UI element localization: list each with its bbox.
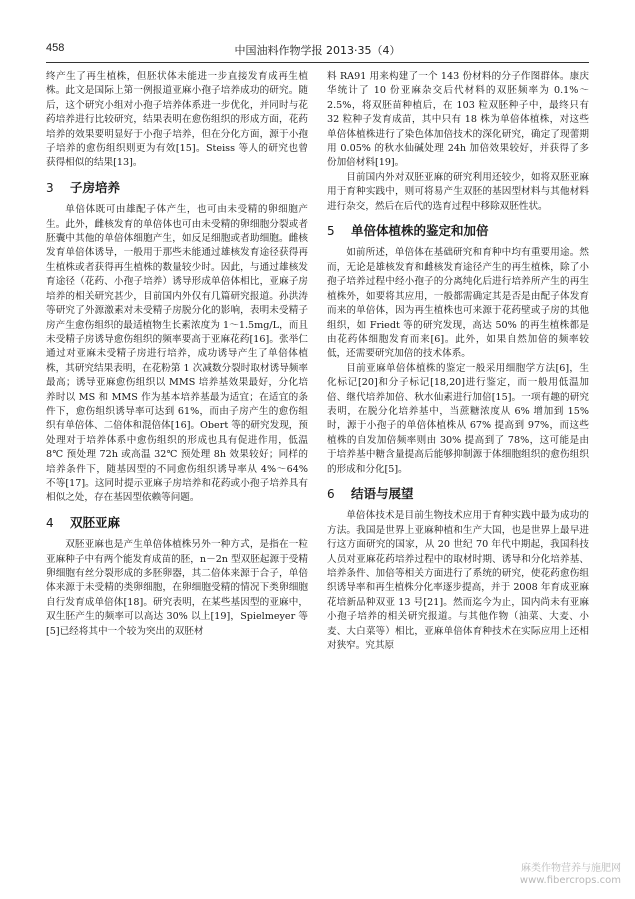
section-heading <box>327 487 589 501</box>
paragraph: 单倍体技术是目前生物技术应用于育种实践中最为成功的方法。我国是世界上亚麻种植和生产大国，也是世界上最早进行这方面研究的国家，从 20 世纪 70 年代中期起，我国科技人员对亚麻花药培养过程中的取材时期、诱导和分化培养基、培养条件、加倍等相关方面进行了系统的研究，使花药愈伤组织诱导率和再生植株分化率逐步提高，并于 2008 年育成亚麻花培新品种双亚 13 号[21]。然而迄今为止，国内尚未有亚麻小孢子培养的相关研究报道。与其他作物（油菜、大麦、小麦、大白菜等）相比，亚麻单倍体育种技术在实际应用上还相对狭窄。究其原 <box>327 510 589 652</box>
section-title: 双胚亚麻 <box>70 514 121 530</box>
journal-title: 中国油料作物学报 2013·35（4） <box>234 44 401 57</box>
page-number: 458 <box>46 42 65 54</box>
watermark-url: www.fibercrops.com <box>519 875 621 886</box>
watermark <box>520 863 621 887</box>
section-title: 单倍体植株的鉴定和加倍 <box>351 223 489 239</box>
paragraph: 目前亚麻单倍体植株的鉴定一般采用细胞学方法[6]，生化标记[20]和分子标记[18,20]进行鉴定，而一般用低温加倍、继代培养加倍、秋水仙素进行加倍[15]。一项有趣的研究表明，在脱分化培养基中，当蔗糖浓度从 6% 增加到 15% 时，源于小孢子的单倍体植株从 67% 提高到 97%，而这些植株的自发加倍频率则由 30% 提高到了 78%，这可能是由于培养基中糖含量提高后能够抑制源于体细胞组织的愈伤组织的形成和分化[5]。 <box>327 362 589 475</box>
section-number: 6 <box>327 486 335 501</box>
paragraph: 料 RA91 用来构建了一个 143 份材料的分子作图群体。康庆华统计了 10 份亚麻杂交后代材料的双胚频率为 0.1%～2.5%，将双胚苗种植后，在 103 粒双胚种子中，最终只有 32 粒种子发育成苗，其中只有 18 株为单倍体植株，对这些单倍体植株进行了染色体加倍技术的深化研究，确定了现蕾期用 0.05% 的秋水仙碱处理 24h 加倍效果较好，并获得了多份加倍材料[19]。 <box>327 71 589 169</box>
section-heading <box>46 516 308 530</box>
left-column <box>46 70 308 639</box>
page-header <box>46 40 589 63</box>
right-column <box>327 70 589 653</box>
paragraph: 终产生了再生植株，但胚状体未能进一步直接发育成再生植株。此文是国际上第一例报道亚麻小孢子培养成功的研究。随后，这个研究小组对小孢子培养体系进一步优化，并同时与花药培养进行比较研究，结果表明在愈伤组织的形成方面，花药培养的效果要明显好于小孢子培养，但在分化方面，源于小孢子培养的愈伤组织则更为有效[15]。Steiss 等人的研究也曾获得相似的结果[13]。 <box>46 71 308 169</box>
section-title: 结语与展望 <box>351 485 414 501</box>
section-number: 3 <box>46 180 54 195</box>
paragraph: 单倍体既可由雄配子体产生，也可由未受精的卵细胞产生。此外，雌核发育的单倍体也可由未受精的卵细胞分裂或者胚囊中其他的单倍体细胞产生，如反足细胞或者助细胞。雌核发育单倍体诱导，一般用于那些未能通过雄核发育途径获得再生植株或者获得再生植株的数量较少时。因此，与通过雄核发育途径（花药、小孢子培养）诱导形成单倍体相比，亚麻子房培养的相关研究甚少，目前国内外仅有几篇研究报道。孙洪涛等研究了外源激素对未受精子房脱分化的影响，表明未受精子房产生愈伤组织的最适植物生长素浓度为 1～1.5mg/L，而且未受精子房诱导愈伤组织的频率要高于亚麻花药[16]。张举仁通过对亚麻未受精子房进行培养，成功诱导产生了单倍体植株，其研究结果表明，在花粉第 1 次减数分裂时取材诱导频率最高；诱导亚麻愈伤组织以 MMS 培养基效果最好，分化培养时以 MS 和 MMS 作为基本培养基最为适宜；在适宜的条件下，愈伤组织诱导率可达到 61%，而由子房产生的愈伤组织有单倍体、二倍体和混倍体[16]。Obert 等的研究发现，预处理对于培养体系中愈伤组织的形成也具有促进作用，低温 8℃ 预处理 72h 或高温 32℃ 预处理 8h 效果较好；同样的培养条件下，随基因型的不同愈伤组织诱导率从 4%～64% 不等[17]。这同时提示亚麻子房培养和花药或小孢子培养具有相似之处，存在基因型依赖等问题。 <box>46 204 308 504</box>
section-heading <box>46 181 308 195</box>
section-heading <box>327 224 589 238</box>
section-number: 4 <box>46 515 54 530</box>
paragraph: 目前国内外对双胚亚麻的研究利用还较少，如将双胚亚麻用于育种实践中，则可将易产生双胚的基因型材料与其他材料进行杂交，然后在后代的选育过程中移除双胚性状。 <box>327 171 589 212</box>
watermark-line: 麻类作物营养与施肥网 <box>521 863 621 874</box>
section-number: 5 <box>327 224 335 239</box>
section-title: 子房培养 <box>70 179 121 195</box>
paragraph: 双胚亚麻也是产生单倍体植株另外一种方式，是指在一粒亚麻种子中有两个能发育成苗的胚，n－2n 型双胚起源于受精卵细胞有丝分裂形成的多胚卵器，其二倍体来源于合子，单倍体来源于未受精的类卵细胞，在卵细胞受精的情况下类卵细胞自行发育成单倍体[18]。研究表明，在某些基因型的亚麻中，双生胚产生的频率可以高达 30% 以上[19]，Spielmeyer 等[5]已经将其中一个较为突出的双胚材 <box>46 539 308 637</box>
paragraph: 如前所述，单倍体在基础研究和育种中均有重要用途。然而，无论是雄核发育和雌核发育途径产生的再生植株，除了小孢子培养过程中经小孢子的分离纯化后进行培养所产生的再生植株外，如要将其应用，一般都需确定其是否是由配子体发育而来的单倍体，因为再生植株也可来源于花药壁或子房的其他组织，如 Friedt 等的研究发现，高达 50% 的再生植株都是由花药体细胞发育而来[6]。此外，如果自然加倍的频率较低，还需要研究加倍的技术体系。 <box>327 247 589 360</box>
